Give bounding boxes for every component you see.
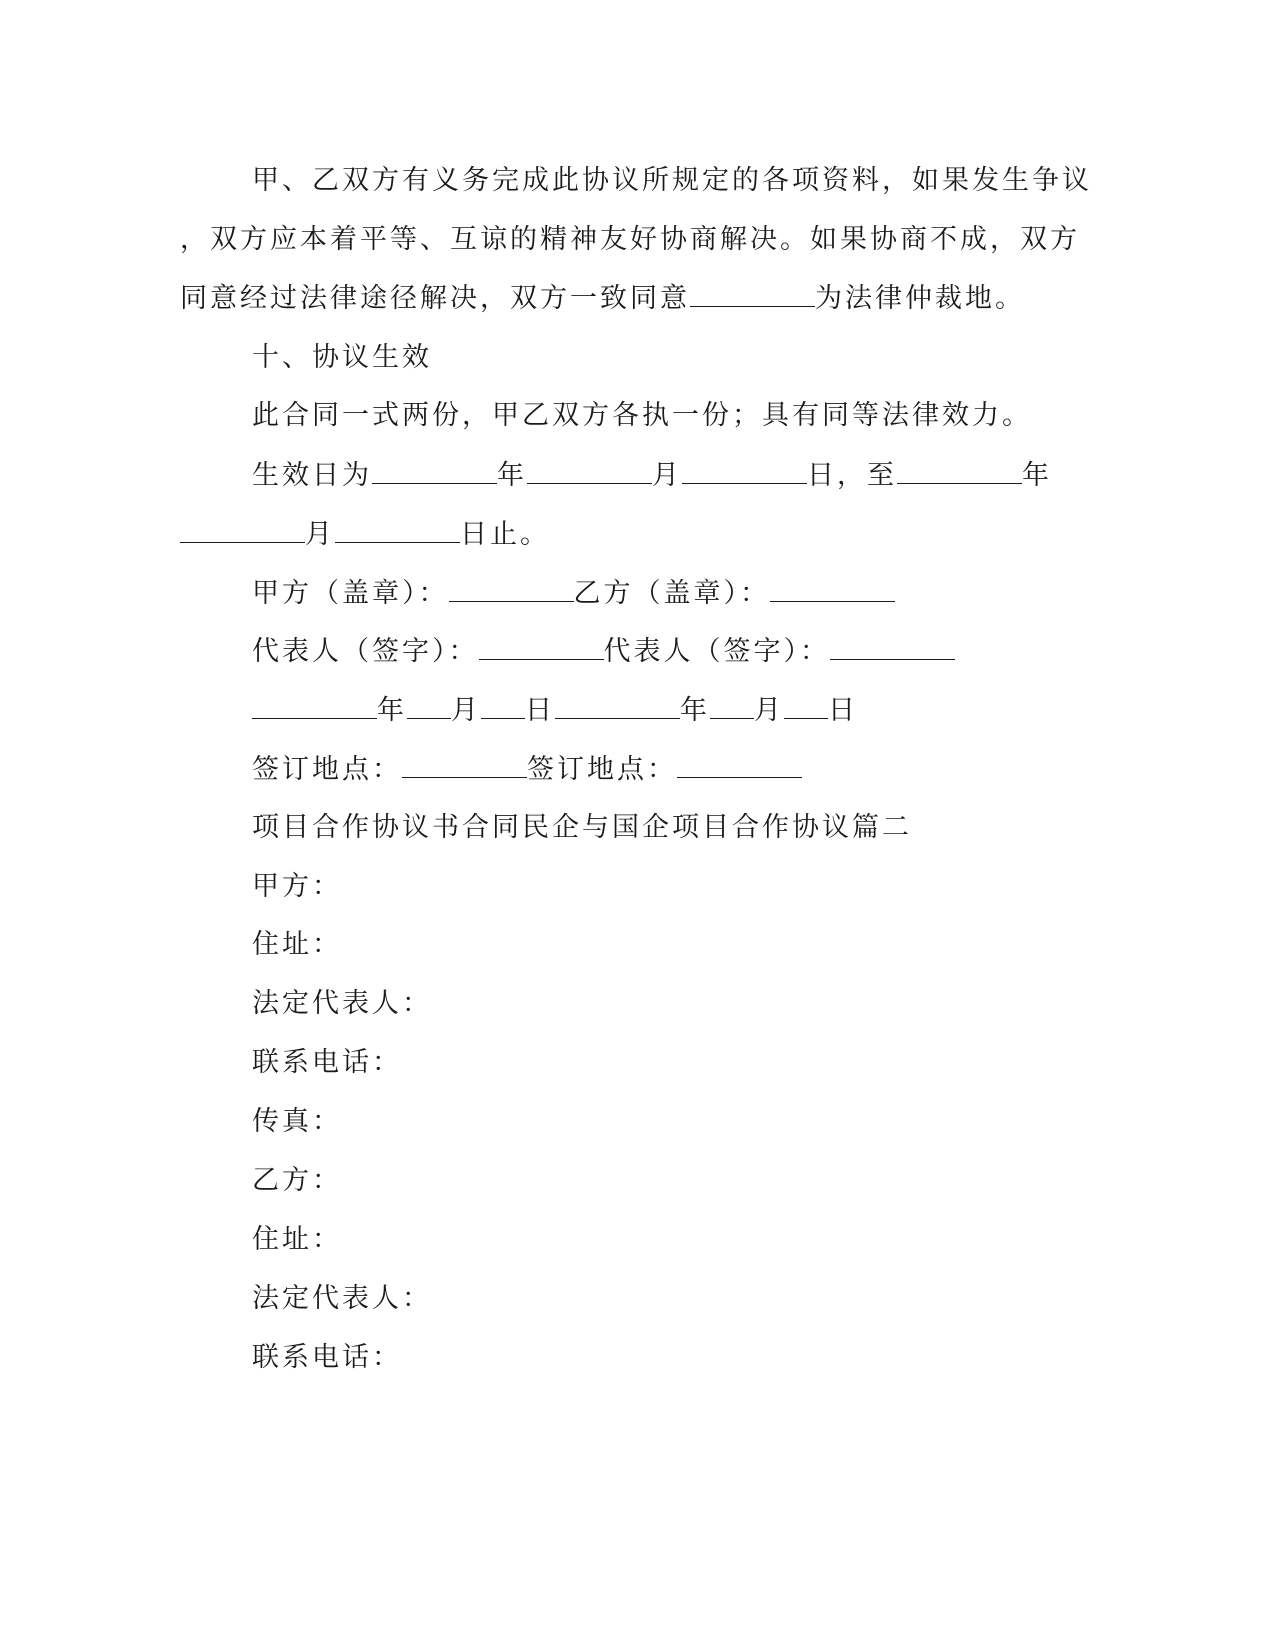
legal-rep-label: 法定代表人： [252,1283,432,1314]
party-a-rep-label: 代表人（签字）： [252,636,479,667]
address-label: 住址： [252,929,342,960]
party-b-seal-label: 乙方（盖章）： [573,578,770,609]
start-year-blank[interactable] [372,457,497,484]
paragraph-line [252,398,1032,434]
arbitration-place-blank[interactable] [690,280,815,307]
field-line [252,1104,342,1140]
party-b-month-blank[interactable] [710,692,754,719]
address-label: 住址： [252,1224,342,1255]
month-label: 月 [754,695,784,726]
field-line [252,1340,402,1376]
dispute-text-3: 同意经过法律途径解决，双方一致同意 [180,283,690,314]
day-to-label: 日，至 [807,460,897,491]
field-line [252,927,342,963]
part-two-title: 项目合作协议书合同民企与国企项目合作协议篇二 [252,812,912,843]
end-day-blank[interactable] [335,516,460,543]
party-a-seal-label: 甲方（盖章）： [252,578,449,609]
party-a-rep-blank[interactable] [479,633,604,660]
field-line [252,1163,342,1199]
year-label: 年 [680,695,710,726]
party-a-seal-blank[interactable] [449,575,574,602]
effective-date-line [252,457,1052,493]
party-a-label: 甲方： [252,871,342,902]
phone-label: 联系电话： [252,1047,402,1078]
year-label: 年 [377,695,407,726]
paragraph-line [180,222,1080,258]
month-label: 月 [451,695,481,726]
field-line [252,1222,342,1258]
field-line [252,1281,432,1317]
party-a-year-blank[interactable] [252,692,377,719]
start-month-blank[interactable] [527,457,652,484]
dispute-text-4: 为法律仲裁地。 [815,283,1025,314]
party-b-year-blank[interactable] [555,692,680,719]
effective-date-line-2 [180,516,550,552]
year-label: 年 [1022,460,1052,491]
seal-line [252,575,895,611]
effective-prefix: 生效日为 [252,460,372,491]
end-label: 日止。 [460,519,550,550]
field-line [252,869,342,905]
party-a-place-label: 签订地点： [252,754,402,785]
end-year-blank[interactable] [897,457,1022,484]
representative-line [252,633,955,669]
dispute-text-1: 甲、乙双方有义务完成此协议所规定的各项资料，如果发生争议 [252,165,1092,196]
paragraph-line [252,163,1092,199]
year-label: 年 [497,460,527,491]
dispute-text-2: ，双方应本着平等、互谅的精神友好协商解决。如果协商不成，双方 [180,224,1080,255]
end-month-blank[interactable] [180,516,305,543]
field-line [252,986,432,1022]
party-a-month-blank[interactable] [407,692,451,719]
party-b-place-blank[interactable] [677,751,802,778]
party-b-label: 乙方： [252,1165,342,1196]
month-label: 月 [305,519,335,550]
month-label: 月 [652,460,682,491]
paragraph-line [180,280,1025,316]
day-label: 日 [525,695,555,726]
section-heading [252,340,432,376]
section-10-title: 十、协议生效 [252,342,432,373]
party-a-place-blank[interactable] [402,751,527,778]
sign-place-line [252,751,802,787]
party-b-place-label: 签订地点： [527,754,677,785]
party-b-seal-blank[interactable] [770,575,895,602]
start-day-blank[interactable] [682,457,807,484]
section-heading [252,810,912,846]
copies-text: 此合同一式两份，甲乙双方各执一份；具有同等法律效力。 [252,400,1032,431]
party-b-rep-blank[interactable] [830,633,955,660]
legal-rep-label: 法定代表人： [252,988,432,1019]
sign-date-line [252,692,858,728]
day-label: 日 [828,695,858,726]
field-line [252,1045,402,1081]
fax-label: 传真： [252,1106,342,1137]
phone-label: 联系电话： [252,1342,402,1373]
party-b-rep-label: 代表人（签字）： [603,636,830,667]
party-a-day-blank[interactable] [481,692,525,719]
party-b-day-blank[interactable] [784,692,828,719]
